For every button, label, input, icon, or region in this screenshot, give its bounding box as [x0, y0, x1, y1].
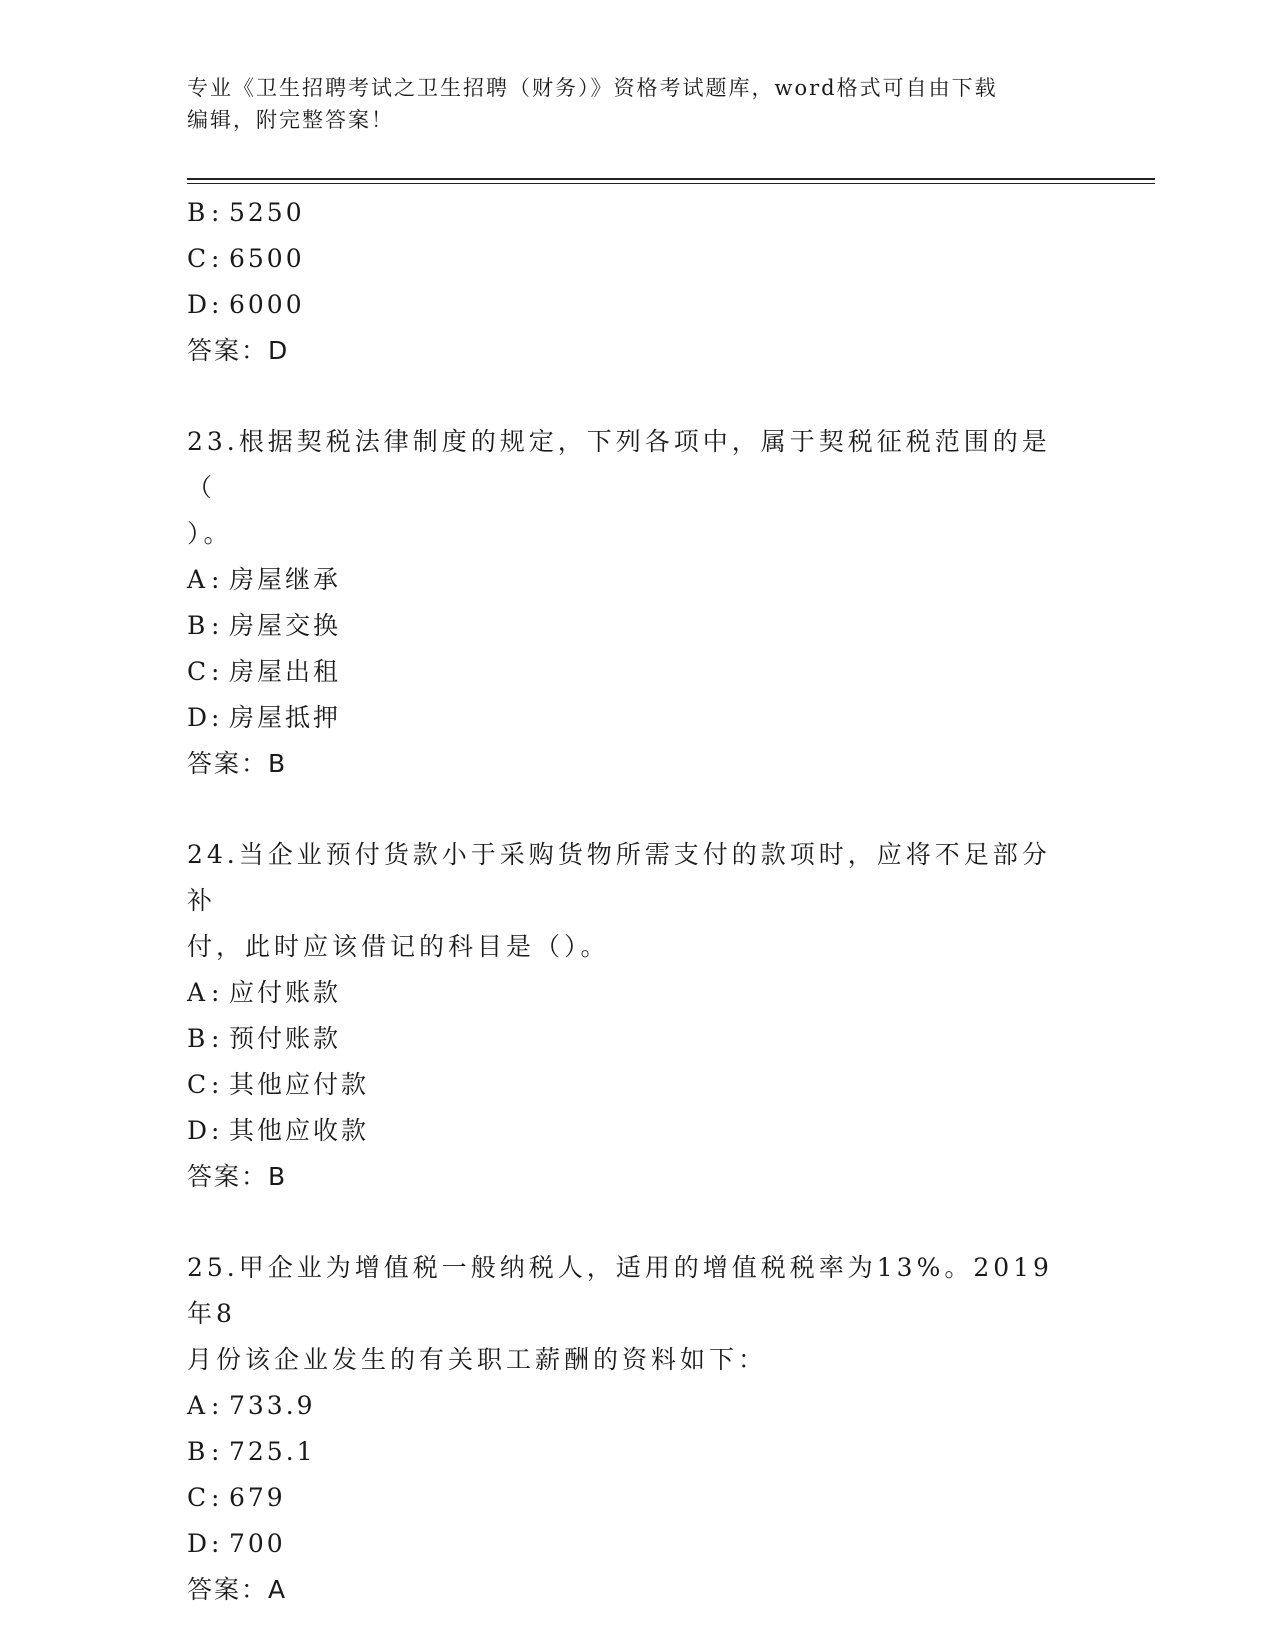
option-letter: A [187, 978, 209, 1007]
option-colon: : [211, 565, 223, 594]
option-letter: C [187, 1070, 210, 1099]
option-text: 725.1 [229, 1437, 316, 1466]
question-line-1: 25.甲企业为增值税一般纳税人，适用的增值税税率为13%。2019年8 [187, 1253, 1053, 1328]
question-25 [187, 1245, 1087, 1613]
option-letter: B [187, 611, 209, 640]
answer-label: 答案： [187, 1162, 269, 1191]
option-text: 6000 [229, 290, 305, 319]
option-row [187, 1429, 1087, 1475]
option-text: 679 [229, 1483, 286, 1512]
option-colon: : [211, 1529, 223, 1558]
option-letter: C [187, 657, 210, 686]
option-letter: D [187, 703, 211, 732]
option-text: 700 [229, 1529, 286, 1558]
document-body [187, 190, 1087, 1613]
answer-row [187, 328, 1087, 374]
option-colon: : [211, 290, 223, 319]
answer-label: 答案： [187, 749, 269, 778]
option-colon: : [211, 611, 223, 640]
option-colon: : [211, 1070, 223, 1099]
option-text: 房屋出租 [229, 657, 342, 686]
header-rule-thick [187, 178, 1155, 180]
option-row [187, 1108, 1087, 1154]
option-letter: D [187, 1116, 211, 1145]
option-row [187, 236, 1087, 282]
question-22-tail [187, 190, 1087, 374]
option-colon: : [211, 1483, 223, 1512]
option-letter: B [187, 1024, 209, 1053]
option-text: 房屋继承 [229, 565, 342, 594]
option-row [187, 603, 1087, 649]
option-row [187, 970, 1087, 1016]
answer-value: A [268, 1575, 288, 1604]
question-24 [187, 832, 1087, 1200]
option-text: 房屋交换 [229, 611, 342, 640]
question-text [187, 832, 1067, 970]
option-text: 733.9 [229, 1391, 316, 1420]
option-letter: C [187, 1483, 210, 1512]
option-row [187, 1062, 1087, 1108]
answer-label: 答案： [187, 336, 269, 365]
document-header [187, 72, 1077, 136]
option-text: 应付账款 [229, 978, 342, 1007]
option-colon: : [211, 198, 223, 227]
question-line-2: 付，此时应该借记的科目是（）。 [187, 932, 610, 961]
option-letter: B [187, 1437, 209, 1466]
question-line-2: 月份该企业发生的有关职工薪酬的资料如下： [187, 1345, 768, 1374]
question-23 [187, 419, 1087, 787]
option-row [187, 1016, 1087, 1062]
option-colon: : [211, 703, 223, 732]
answer-row [187, 1154, 1087, 1200]
question-text [187, 1245, 1067, 1383]
option-letter: D [187, 290, 211, 319]
option-letter: D [187, 1529, 211, 1558]
option-colon: : [211, 1116, 223, 1145]
option-row [187, 557, 1087, 603]
option-row [187, 649, 1087, 695]
option-colon: : [211, 1391, 223, 1420]
option-colon: : [211, 978, 223, 1007]
option-text: 其他应付款 [229, 1070, 370, 1099]
option-colon: : [211, 657, 223, 686]
option-text: 其他应收款 [229, 1116, 370, 1145]
option-row [187, 695, 1087, 741]
option-colon: : [211, 1437, 223, 1466]
option-row [187, 1475, 1087, 1521]
option-text: 6500 [229, 244, 305, 273]
option-letter: C [187, 244, 210, 273]
answer-value: B [268, 749, 288, 778]
option-colon: : [211, 1024, 223, 1053]
answer-value: D [268, 336, 290, 365]
option-row [187, 190, 1087, 236]
header-line-1: 专业《卫生招聘考试之卫生招聘（财务）》资格考试题库，word格式可自由下载 [187, 76, 998, 100]
question-line-1: 23.根据契税法律制度的规定，下列各项中，属于契税征税范围的是（ [187, 427, 1051, 502]
question-text [187, 419, 1067, 557]
option-text: 5250 [229, 198, 305, 227]
option-letter: B [187, 198, 209, 227]
option-row [187, 1383, 1087, 1429]
question-line-2: ）。 [187, 519, 233, 548]
answer-value: B [268, 1162, 288, 1191]
option-letter: A [187, 1391, 209, 1420]
option-row [187, 1521, 1087, 1567]
header-rule-thin [187, 183, 1155, 184]
option-letter: A [187, 565, 209, 594]
option-row [187, 282, 1087, 328]
question-line-1: 24.当企业预付货款小于采购货物所需支付的款项时，应将不足部分补 [187, 840, 1051, 915]
header-line-2: 编辑，附完整答案！ [187, 108, 394, 132]
answer-row [187, 741, 1087, 787]
option-text: 房屋抵押 [229, 703, 342, 732]
option-colon: : [211, 244, 223, 273]
answer-row [187, 1567, 1087, 1613]
answer-label: 答案： [187, 1575, 269, 1604]
option-text: 预付账款 [229, 1024, 342, 1053]
